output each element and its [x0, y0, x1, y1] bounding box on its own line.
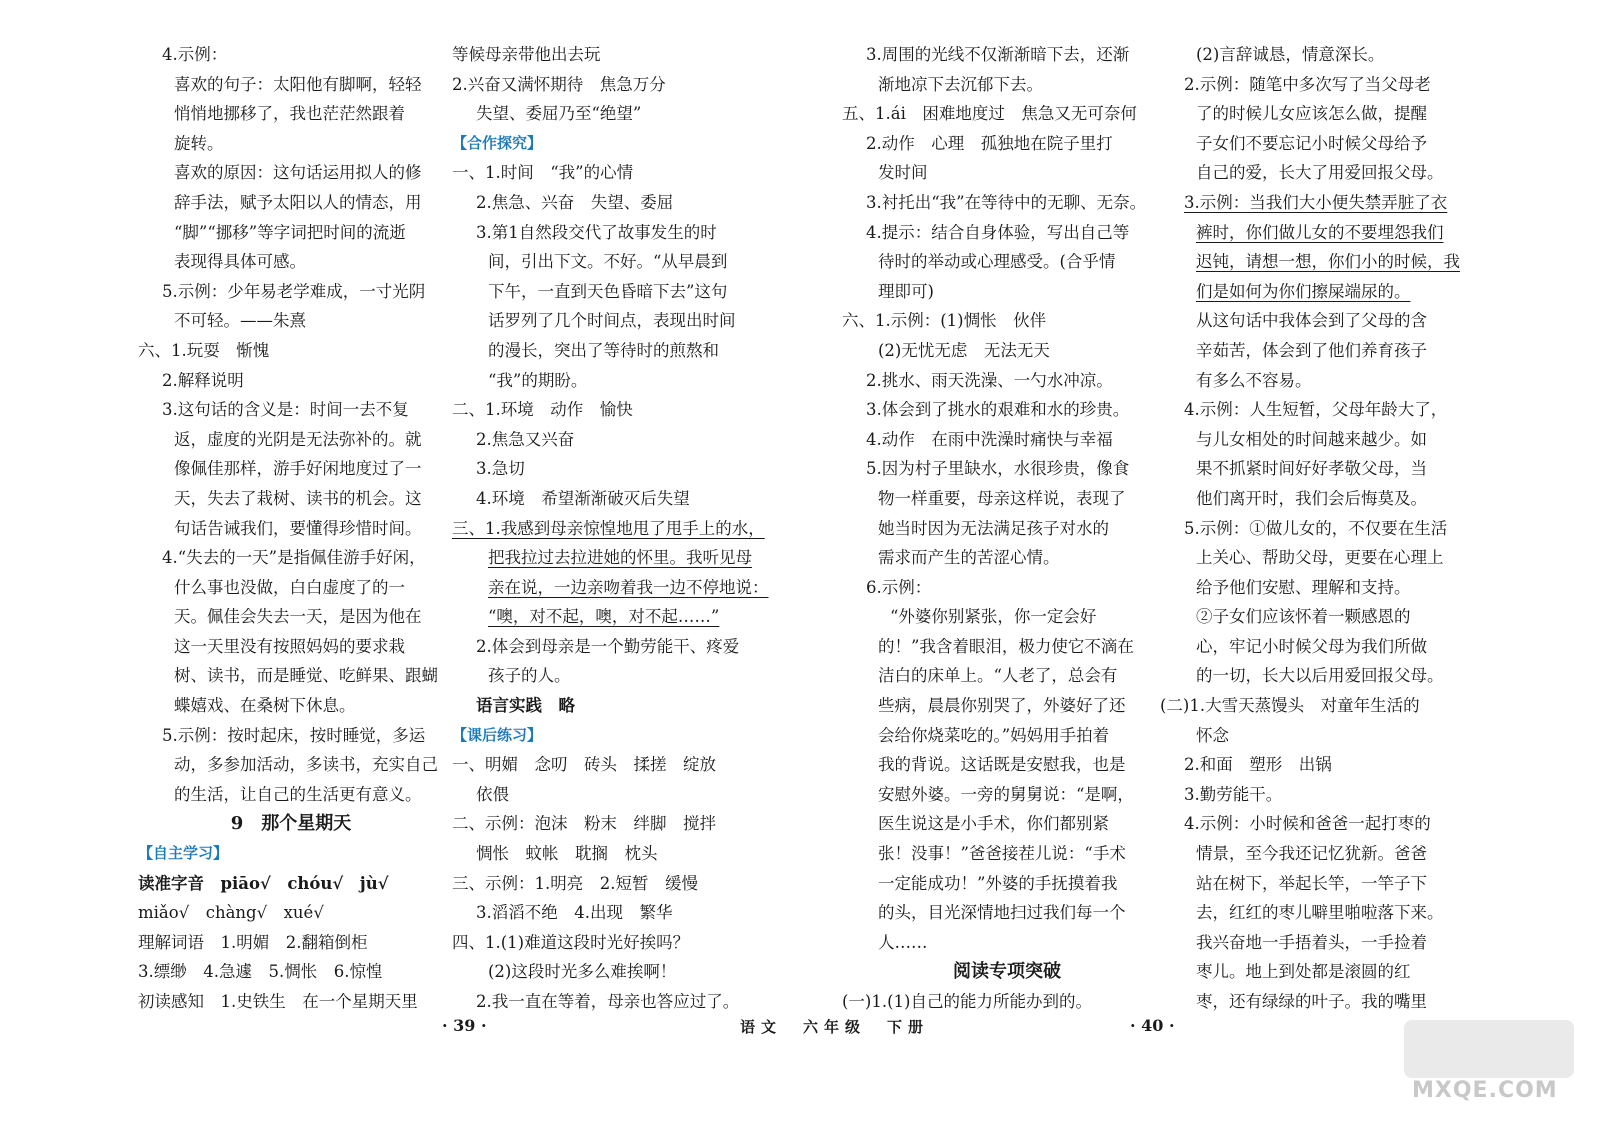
line-text: 从这句话中我体会到了父母的含: [1196, 311, 1427, 331]
line-text: 二、示例：泡沫 粉末 绊脚 搅拌: [452, 814, 716, 834]
text-line: [138, 336, 444, 366]
line-text: 2.动作 心理 孤独地在院子里打: [866, 133, 1113, 153]
line-text: 3.勤劳能干。: [1184, 784, 1283, 804]
line-text: 了的时候儿女应该怎么做，提醒: [1196, 104, 1427, 124]
line-text: 像佩佳那样，游手好闲地度过了一: [174, 459, 422, 479]
text-line: [138, 750, 444, 780]
text-line: [138, 721, 444, 751]
text-line: [138, 129, 444, 159]
line-text: 子女们不要忘记小时候父母给予: [1196, 133, 1427, 153]
line-text: 理即可): [878, 281, 934, 301]
text-line: [138, 277, 444, 307]
text-line: [842, 99, 1172, 129]
line-text: 【课后练习】: [452, 725, 543, 744]
text-line: [1160, 928, 1480, 958]
line-text: 初读感知 1.史铁生 在一个星期天里: [138, 992, 418, 1011]
text-line: [452, 218, 770, 248]
text-line: [452, 691, 770, 721]
line-text: 三、1.我感到母亲惊惶地甩了甩手上的水，: [452, 518, 765, 538]
text-line: [842, 40, 1172, 70]
line-text: 2.焦急、兴奋 失望、委屈: [476, 192, 674, 212]
line-text: 【合作探究】: [452, 133, 543, 152]
line-text: 喜欢的句子：太阳他有脚啊，轻轻: [174, 74, 422, 94]
text-line: [452, 366, 770, 396]
text-line: [452, 987, 770, 1017]
text-line: [1160, 247, 1480, 277]
text-line: [138, 99, 444, 129]
text-line: [842, 306, 1172, 336]
line-text: (一)1.(1)自己的能力所能办到的。: [842, 992, 1092, 1011]
text-line: [842, 366, 1172, 396]
line-text: 三、示例：1.明亮 2.短暂 缓慢: [452, 873, 698, 893]
line-text: 间，引出下文。不好。“从早晨到: [488, 252, 728, 272]
line-text: 惆怅 蚊帐 耽搁 枕头: [476, 844, 658, 864]
line-text: 发时间: [878, 163, 928, 183]
text-line: [138, 40, 444, 70]
line-text: 4.动作 在雨中洗澡时痛快与幸福: [866, 429, 1113, 449]
line-text: 3.急切: [476, 459, 525, 479]
line-text: 理解词语 1.明媚 2.翻箱倒柜: [138, 932, 368, 952]
text-line: [138, 425, 444, 455]
text-line: [452, 158, 770, 188]
line-text: 3.缥缈 4.急遽 5.惆怅 6.惊惶: [138, 962, 383, 982]
line-text: 果不抓紧时间好好孝敬父母，当: [1196, 459, 1427, 479]
text-line: [1160, 632, 1480, 662]
text-line: [452, 602, 770, 632]
text-line: [842, 336, 1172, 366]
text-line: [1160, 218, 1480, 248]
text-line: [842, 188, 1172, 218]
line-text: 2.解释说明: [162, 370, 244, 390]
line-text: 话罗列了几个时间点，表现出时间: [488, 311, 736, 331]
text-line: [842, 957, 1172, 987]
line-text: 自己的爱，长大了用爱回报父母。: [1196, 163, 1444, 183]
line-text: 亲在说，一边亲吻着我一边不停地说：: [488, 577, 769, 597]
text-line: [138, 869, 444, 899]
text-line: [138, 691, 444, 721]
text-line: [138, 395, 444, 425]
line-text: 6.示例：: [866, 577, 932, 597]
line-text: 3.这句话的含义是：时间一去不复: [162, 400, 409, 420]
line-text: 句话告诫我们，要懂得珍惜时间。: [174, 518, 422, 538]
line-text: 把我拉过去拉进她的怀里。我听见母: [488, 548, 752, 568]
line-text: 辞手法，赋予太阳以人的情态，用: [174, 192, 422, 212]
line-text: (2)这段时光多么难挨啊！: [488, 962, 677, 982]
text-line: [452, 543, 770, 573]
line-text: 3.滔滔不绝 4.出现 繁华: [476, 903, 673, 923]
line-text: 待时的举动或心理感受。(合乎情: [878, 252, 1116, 272]
text-line: [452, 632, 770, 662]
text-line: [1160, 691, 1480, 721]
line-text: 我的背说。这话既是安慰我，也是: [878, 755, 1126, 775]
text-line: [1160, 898, 1480, 928]
text-line: [842, 573, 1172, 603]
text-line: [452, 957, 770, 987]
text-line: [842, 543, 1172, 573]
text-line: [1160, 40, 1480, 70]
text-line: [842, 780, 1172, 810]
text-line: [1160, 70, 1480, 100]
line-text: 4.示例：小时候和爸爸一起打枣的: [1184, 814, 1431, 834]
line-text: 与儿女相处的时间越来越少。如: [1196, 429, 1427, 449]
text-line: [842, 839, 1172, 869]
text-line: [1160, 780, 1480, 810]
line-text: 读准字音 piāo√ chóu√ jù√: [138, 873, 389, 893]
text-line: [138, 898, 444, 928]
text-line: [842, 484, 1172, 514]
text-line: [452, 514, 770, 544]
text-line: [842, 129, 1172, 159]
text-line: [842, 809, 1172, 839]
text-line: [452, 395, 770, 425]
line-text: 需求而产生的苦涩心情。: [878, 548, 1060, 568]
text-line: [452, 898, 770, 928]
line-text: 枣，还有绿绿的叶子。我的嘴里: [1196, 992, 1427, 1011]
text-line: [452, 336, 770, 366]
line-text: 3.周围的光线不仅渐渐暗下去，还渐: [866, 45, 1130, 64]
line-text: ②子女们应该怀着一颗感恩的: [1196, 607, 1411, 627]
line-text: 5.示例：少年易老学难成，一寸光阴: [162, 281, 426, 301]
column-1: [138, 40, 444, 1017]
line-text: 天，失去了栽树、读书的机会。这: [174, 488, 422, 508]
text-line: [842, 395, 1172, 425]
text-line: [452, 277, 770, 307]
text-line: [1160, 514, 1480, 544]
line-text: 的一切，长大以后用爱回报父母。: [1196, 666, 1444, 686]
text-line: [452, 721, 770, 751]
line-text: 医生说这是小手术，你们都别紧: [878, 814, 1109, 834]
line-text: “外婆你别紧张，你一定会好: [890, 607, 1097, 627]
text-line: [138, 70, 444, 100]
text-line: [1160, 721, 1480, 751]
page-number-right: · 40 ·: [1130, 1016, 1175, 1035]
text-line: [138, 573, 444, 603]
line-text: 【自主学习】: [138, 844, 229, 863]
line-text: 渐地凉下去沉郁下去。: [878, 74, 1043, 94]
line-text: 5.因为村子里缺水，水很珍贵，像食: [866, 459, 1130, 479]
text-line: [842, 869, 1172, 899]
text-line: [452, 129, 770, 159]
line-text: “我”的期盼。: [488, 370, 588, 390]
line-text: 2.我一直在等着，母亲也答应过了。: [476, 992, 740, 1011]
line-text: 情景，至今我还记忆犹新。爸爸: [1196, 844, 1427, 864]
line-text: 5.示例：①做儿女的，不仅要在生活: [1184, 518, 1448, 538]
line-text: 会给你烧菜吃的。”妈妈用手拍着: [878, 725, 1110, 745]
line-text: 2.示例：随笔中多次写了当父母老: [1184, 74, 1431, 94]
text-line: [138, 188, 444, 218]
line-text: 动，多参加活动，多读书，充实自己: [174, 755, 438, 775]
line-text: 的漫长，突出了等待时的煎熬和: [488, 340, 719, 360]
line-text: 返，虚度的光阴是无法弥补的。就: [174, 429, 422, 449]
line-text: 的！”我含着眼泪，极力使它不滴在: [878, 636, 1134, 656]
text-line: [452, 839, 770, 869]
line-text: 的头，目光深情地扫过我们每一个: [878, 903, 1126, 923]
text-line: [452, 809, 770, 839]
line-text: “噢，对不起，噢，对不起……”: [488, 607, 720, 627]
text-line: [138, 247, 444, 277]
line-text: 9 那个星期天: [230, 813, 352, 835]
text-line: [452, 306, 770, 336]
line-text: 4.示例：: [162, 45, 228, 64]
line-text: 表现得具体可感。: [174, 252, 306, 272]
text-line: [842, 928, 1172, 958]
line-text: “脚”“挪移”等字词把时间的流逝: [174, 222, 406, 242]
column-3: [842, 40, 1172, 1017]
line-text: 2.体会到母亲是一个勤劳能干、疼爱: [476, 636, 740, 656]
text-line: [842, 277, 1172, 307]
line-text: 一定能成功！”外婆的手抚摸着我: [878, 873, 1118, 893]
line-text: 2.焦急又兴奋: [476, 429, 575, 449]
text-line: [138, 809, 444, 839]
text-line: [138, 839, 444, 869]
line-text: 4.“失去的一天”是指佩佳游手好闲，: [162, 548, 426, 568]
line-text: 有多么不容易。: [1196, 370, 1312, 390]
line-text: 4.环境 希望渐渐破灭后失望: [476, 488, 690, 508]
line-text: 4.提示：结合自身体验，写出自己等: [866, 222, 1130, 242]
line-text: 去，红红的枣儿噼里啪啦落下来。: [1196, 903, 1444, 923]
text-line: [1160, 602, 1480, 632]
page-footer: [0, 1016, 1600, 1046]
column-4: [1160, 40, 1480, 1017]
line-text: 上关心、帮助父母，更要在心理上: [1196, 548, 1444, 568]
text-line: [452, 484, 770, 514]
text-line: [138, 514, 444, 544]
line-text: 给予他们安慰、理解和支持。: [1196, 577, 1411, 597]
line-text: 蝶嬉戏、在桑树下休息。: [174, 696, 356, 716]
text-line: [138, 780, 444, 810]
text-line: [452, 928, 770, 958]
line-text: 3.示例：当我们大小便失禁弄脏了衣: [1184, 192, 1448, 212]
line-text: 3.体会到了挑水的艰难和水的珍贵。: [866, 400, 1130, 420]
line-text: 一、明媚 念叨 砖头 揉搓 绽放: [452, 755, 716, 775]
text-line: [842, 425, 1172, 455]
text-line: [1160, 158, 1480, 188]
line-text: 孩子的人。: [488, 666, 571, 686]
line-text: 六、1.示例：(1)惆怅 伙伴: [842, 311, 1047, 331]
line-text: 等候母亲带他出去玩: [452, 45, 601, 64]
text-line: [138, 306, 444, 336]
text-line: [1160, 484, 1480, 514]
text-line: [138, 158, 444, 188]
text-line: [1160, 395, 1480, 425]
text-line: [842, 158, 1172, 188]
text-line: [1160, 425, 1480, 455]
text-line: [842, 898, 1172, 928]
line-text: 心，牢记小时候父母为我们所做: [1196, 636, 1427, 656]
line-text: 2.和面 塑形 出锅: [1184, 755, 1332, 775]
line-text: 迟钝，请想一想，你们小的时候，我: [1196, 252, 1460, 272]
watermark: [1404, 1020, 1584, 1110]
line-text: 些病，晨晨你别哭了，外婆好了还: [878, 696, 1126, 716]
text-line: [138, 602, 444, 632]
line-text: (二)1.大雪天蒸馒头 对童年生活的: [1160, 696, 1420, 716]
text-line: [1160, 306, 1480, 336]
text-line: [138, 218, 444, 248]
text-line: [1160, 366, 1480, 396]
line-text: 天。佩佳会失去一天，是因为他在: [174, 607, 422, 627]
text-line: [1160, 750, 1480, 780]
text-line: [452, 869, 770, 899]
text-line: [452, 661, 770, 691]
text-line: [1160, 277, 1480, 307]
text-line: [138, 366, 444, 396]
line-text: 们是如何为你们擦屎端尿的。: [1196, 281, 1411, 301]
line-text: miǎo√ chàng√ xué√: [138, 903, 324, 923]
text-line: [452, 750, 770, 780]
line-text: 洁白的床单上。“人老了，总会有: [878, 666, 1118, 686]
line-text: 3.衬托出“我”在等待中的无聊、无奈。: [866, 192, 1147, 212]
text-line: [1160, 99, 1480, 129]
line-text: 旋转。: [174, 133, 224, 153]
line-text: 阅读专项突破: [953, 961, 1061, 983]
line-text: 树、读书，而是睡觉、吃鲜果、跟蝴: [174, 666, 438, 686]
line-text: 2.兴奋又满怀期待 焦急万分: [452, 74, 666, 94]
page-number-left: · 39 ·: [442, 1016, 487, 1035]
text-line: [138, 454, 444, 484]
line-text: 怀念: [1196, 725, 1229, 745]
line-text: 她当时因为无法满足孩子对水的: [878, 518, 1109, 538]
line-text: 枣儿。地上到处都是滚圆的红: [1196, 962, 1411, 982]
line-text: 安慰外婆。一旁的舅舅说：“是啊，: [878, 784, 1134, 804]
text-line: [1160, 543, 1480, 573]
text-line: [1160, 129, 1480, 159]
line-text: 张！没事！”爸爸接茬儿说：“手术: [878, 844, 1126, 864]
text-line: [1160, 336, 1480, 366]
text-line: [452, 188, 770, 218]
text-line: [842, 987, 1172, 1017]
line-text: 人……: [878, 932, 928, 952]
watermark-site: MXQE.COM: [1412, 1078, 1558, 1103]
text-line: [842, 632, 1172, 662]
text-line: [138, 957, 444, 987]
line-text: 3.第1自然段交代了故事发生的时: [476, 222, 717, 242]
text-line: [842, 750, 1172, 780]
line-text: 不可轻。——朱熹: [174, 311, 306, 331]
text-line: [452, 780, 770, 810]
line-text: 他们离开时，我们会后悔莫及。: [1196, 488, 1427, 508]
line-text: 依偎: [476, 784, 509, 804]
text-line: [842, 514, 1172, 544]
text-line: [842, 721, 1172, 751]
line-text: 裤时，你们做儿女的不要埋怨我们: [1196, 222, 1444, 242]
line-text: 2.挑水、雨天洗澡、一勺水冲凉。: [866, 370, 1113, 390]
text-line: [842, 661, 1172, 691]
text-line: [452, 425, 770, 455]
text-line: [452, 40, 770, 70]
line-text: (2)言辞诚恳，情意深长。: [1196, 45, 1385, 64]
text-line: [138, 987, 444, 1017]
line-text: 5.示例：按时起床，按时睡觉，多运: [162, 725, 426, 745]
text-line: [1160, 987, 1480, 1017]
line-text: 悄悄地挪移了，我也茫茫然跟着: [174, 104, 405, 124]
text-line: [1160, 573, 1480, 603]
text-line: [452, 573, 770, 603]
line-text: 五、1.ái 困难地度过 焦急又无可奈何: [842, 104, 1137, 124]
text-line: [1160, 869, 1480, 899]
text-line: [1160, 454, 1480, 484]
text-line: [452, 247, 770, 277]
line-text: 喜欢的原因：这句话运用拟人的修: [174, 163, 422, 183]
text-line: [452, 99, 770, 129]
line-text: (2)无忧无虑 无法无天: [878, 340, 1050, 360]
text-line: [1160, 839, 1480, 869]
line-text: 语言实践 略: [476, 696, 575, 716]
line-text: 六、1.玩耍 惭愧: [138, 340, 270, 360]
text-line: [138, 661, 444, 691]
line-text: 失望、委屈乃至“绝望”: [476, 104, 642, 124]
text-line: [842, 691, 1172, 721]
text-line: [138, 484, 444, 514]
text-line: [452, 454, 770, 484]
line-text: 的生活，让自己的生活更有意义。: [174, 784, 422, 804]
line-text: 辛茹苦，体会到了他们养育孩子: [1196, 340, 1427, 360]
watermark-logo: [1404, 1020, 1574, 1078]
line-text: 4.示例：人生短暂，父母年龄大了，: [1184, 400, 1448, 420]
text-line: [138, 928, 444, 958]
line-text: 什么事也没做，白白虚度了的一: [174, 577, 405, 597]
line-text: 下午，一直到天色昏暗下去”这句: [488, 281, 728, 301]
text-line: [842, 70, 1172, 100]
text-line: [1160, 188, 1480, 218]
line-text: 二、1.环境 动作 愉快: [452, 400, 633, 420]
column-2: [452, 40, 770, 1017]
line-text: 物一样重要，母亲这样说，表现了: [878, 488, 1126, 508]
text-line: [1160, 809, 1480, 839]
text-line: [842, 602, 1172, 632]
text-line: [842, 218, 1172, 248]
course-label: 语文 六年级 下册: [740, 1018, 930, 1036]
text-line: [452, 70, 770, 100]
line-text: 一、1.时间 “我”的心情: [452, 163, 634, 183]
text-line: [1160, 661, 1480, 691]
text-line: [138, 632, 444, 662]
text-line: [1160, 957, 1480, 987]
text-line: [138, 543, 444, 573]
text-line: [842, 454, 1172, 484]
text-line: [842, 247, 1172, 277]
line-text: 四、1.(1)难道这段时光好挨吗？: [452, 932, 690, 952]
line-text: 这一天里没有按照妈妈的要求栽: [174, 636, 405, 656]
line-text: 站在树下，举起长竿，一竿子下: [1196, 873, 1427, 893]
line-text: 我兴奋地一手捂着头，一手捡着: [1196, 932, 1427, 952]
